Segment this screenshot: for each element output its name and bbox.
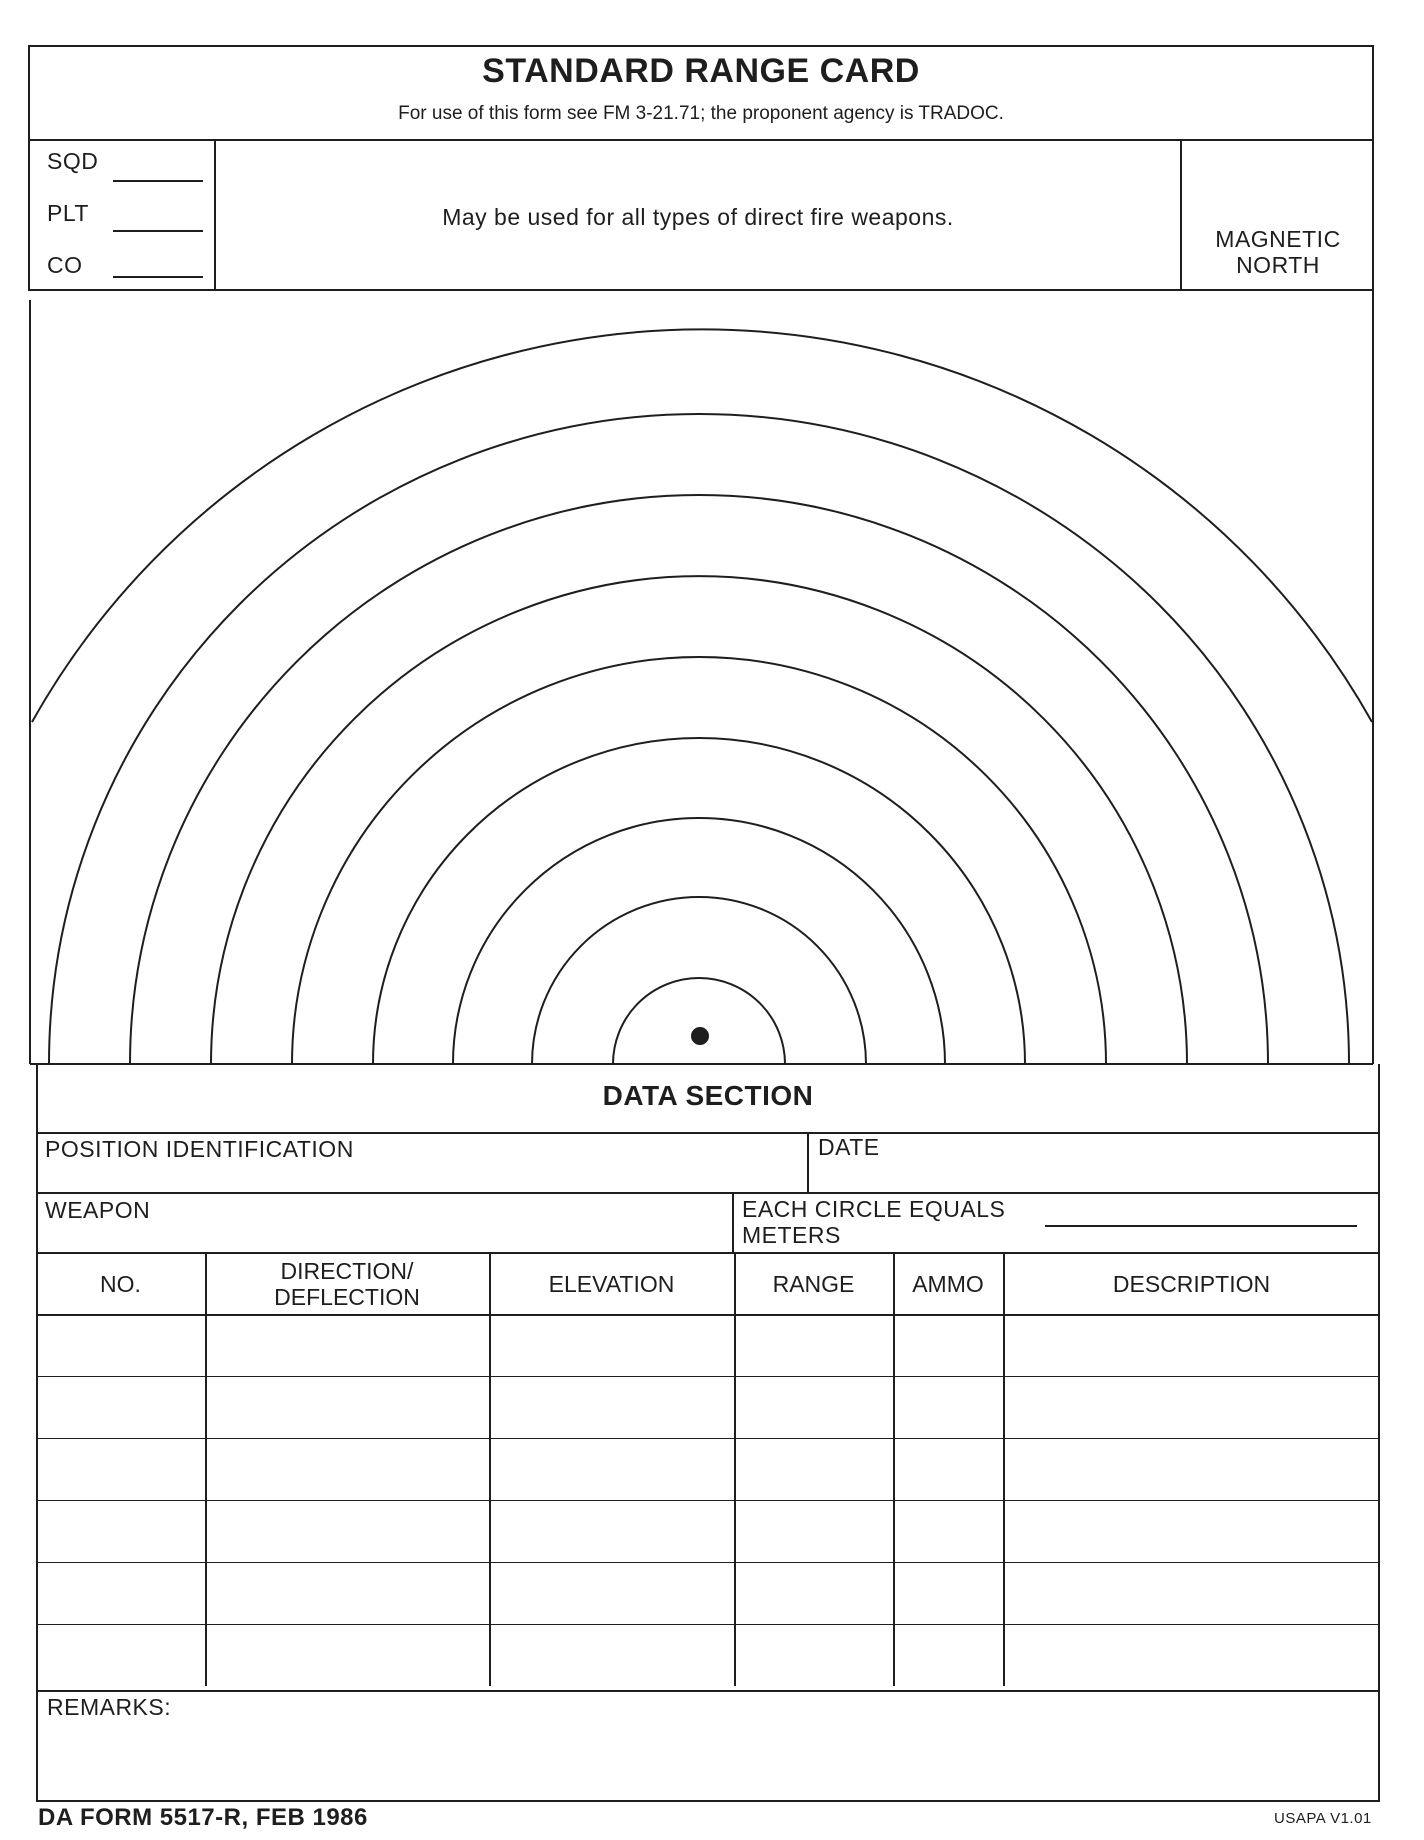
circle-equals-field[interactable] (1045, 1205, 1357, 1227)
remarks-field[interactable] (47, 1722, 1367, 1796)
table-cell[interactable] (1006, 1565, 1377, 1621)
range-ring-5 (292, 657, 1106, 1064)
table-cell[interactable] (492, 1565, 731, 1621)
table-cell[interactable] (208, 1441, 486, 1497)
table-cell[interactable] (896, 1503, 1000, 1559)
table-cell[interactable] (39, 1379, 202, 1435)
weapon-field[interactable] (45, 1224, 725, 1250)
table-header-line: ELEVATION (548, 1271, 675, 1297)
table-cell[interactable] (737, 1441, 890, 1497)
form-id: DA FORM 5517-R, FEB 1986 (38, 1804, 368, 1831)
table-cell[interactable] (208, 1565, 486, 1621)
date-field[interactable] (818, 1164, 1368, 1190)
form-subtitle: For use of this form see FM 3-21.71; the proponent agency is TRADOC. (398, 103, 1004, 124)
position-identification-label: POSITION IDENTIFICATION (45, 1136, 354, 1162)
weapon-row-top-line (36, 1192, 1380, 1194)
table-header-range (734, 1254, 893, 1314)
table-header-line: DIRECTION/ (280, 1258, 414, 1284)
table-header-line: DEFLECTION (274, 1284, 420, 1310)
table-cell[interactable] (1006, 1627, 1377, 1683)
table-cell[interactable] (492, 1627, 731, 1683)
range-ring-1 (613, 978, 785, 1064)
table-header-line: DESCRIPTION (1112, 1271, 1271, 1297)
sqd-label: SQD (47, 148, 99, 174)
table-cell[interactable] (1006, 1441, 1377, 1497)
table-header-line: RANGE (772, 1271, 855, 1297)
table-cell[interactable] (896, 1317, 1000, 1373)
co-label: CO (47, 252, 83, 278)
table-cell[interactable] (896, 1627, 1000, 1683)
table-header-ammo (893, 1254, 1003, 1314)
range-ring-6 (211, 576, 1187, 1064)
circle-equals-label-line1: EACH CIRCLE EQUALS (742, 1196, 1006, 1222)
table-cell[interactable] (208, 1503, 486, 1559)
position-date-divider (807, 1132, 809, 1194)
table-cell[interactable] (737, 1565, 890, 1621)
circle-equals-label-line2: METERS (742, 1222, 841, 1248)
table-header-description (1003, 1254, 1380, 1314)
table-cell[interactable] (737, 1317, 890, 1373)
remarks-label: REMARKS: (47, 1694, 172, 1720)
table-cell[interactable] (492, 1503, 731, 1559)
data-section-title: DATA SECTION (602, 1080, 814, 1111)
table-cell[interactable] (896, 1441, 1000, 1497)
table-cell[interactable] (1006, 1379, 1377, 1435)
form-title: STANDARD RANGE CARD (482, 52, 920, 90)
date-label: DATE (818, 1134, 880, 1160)
weapon-circle-divider (732, 1192, 734, 1254)
table-cell[interactable] (1006, 1503, 1377, 1559)
table-cell[interactable] (896, 1379, 1000, 1435)
weapon-label: WEAPON (45, 1197, 151, 1223)
table-cell[interactable] (39, 1503, 202, 1559)
table-header-no (36, 1254, 205, 1314)
table-cell[interactable] (896, 1565, 1000, 1621)
table-cell[interactable] (737, 1379, 890, 1435)
table-cell[interactable] (737, 1627, 890, 1683)
range-ring-4 (373, 738, 1025, 1064)
north-label-line2: NORTH (1236, 252, 1320, 278)
form-version: USAPA V1.01 (1274, 1810, 1372, 1827)
table-cell[interactable] (1006, 1317, 1377, 1373)
plt-label: PLT (47, 200, 89, 226)
table-cell[interactable] (39, 1441, 202, 1497)
table-header-elevation (489, 1254, 734, 1314)
remarks-top-line (36, 1690, 1380, 1692)
table-cell[interactable] (39, 1565, 202, 1621)
table-cell[interactable] (39, 1317, 202, 1373)
table-cell[interactable] (492, 1441, 731, 1497)
table-header-direction (205, 1254, 489, 1314)
firing-position-dot (691, 1027, 709, 1045)
table-cell[interactable] (208, 1317, 486, 1373)
table-cell[interactable] (208, 1627, 486, 1683)
table-header-line: NO. (100, 1271, 141, 1297)
table-cell[interactable] (737, 1503, 890, 1559)
position-row-top-line (36, 1132, 1380, 1134)
table-cell[interactable] (208, 1379, 486, 1435)
north-label-line1: MAGNETIC (1215, 226, 1341, 252)
position-identification-field[interactable] (45, 1164, 800, 1190)
table-cell[interactable] (492, 1317, 731, 1373)
range-ring-9-clipped (32, 329, 1372, 722)
table-cell[interactable] (39, 1627, 202, 1683)
table-cell[interactable] (492, 1379, 731, 1435)
table-header-line: AMMO (912, 1271, 984, 1297)
usage-note: May be used for all types of direct fire weapons. (442, 204, 954, 230)
